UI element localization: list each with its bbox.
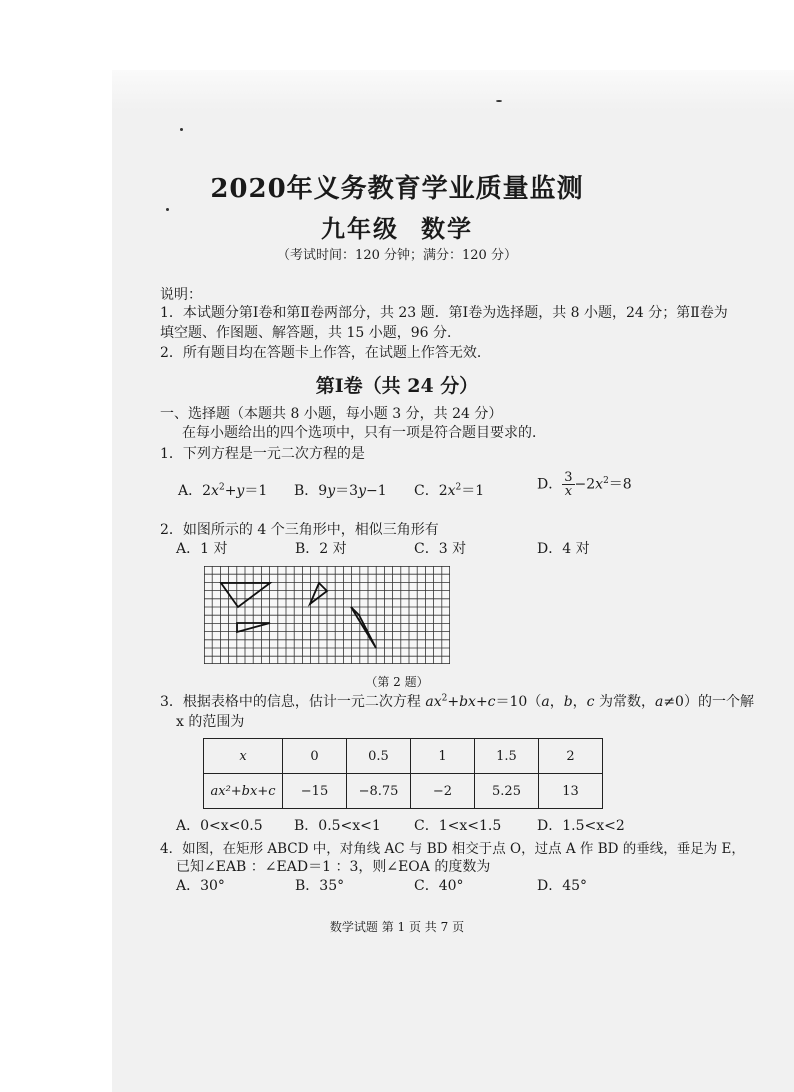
instructions-heading: 说明： xyxy=(160,287,202,303)
q4-option-b: B．35° xyxy=(295,878,345,894)
q4-option-d: D．45° xyxy=(537,878,588,894)
table-y-header: ax²+bx+c xyxy=(204,774,283,809)
section-title: 第Ⅰ卷（共 24 分） xyxy=(315,375,479,397)
grade-subject xyxy=(0,209,794,244)
q1-d-denominator: x xyxy=(564,484,573,499)
q1-option-d: D． $\frac{3}{x}$ $-2x^2=8$ xyxy=(537,470,632,499)
q1-option-b: B．9y＝3y−1 xyxy=(294,483,387,499)
q1-d-label: D． xyxy=(537,476,563,493)
q3-option-d: D．1.5<x<2 xyxy=(537,818,625,834)
table-cell: 1 xyxy=(411,739,475,774)
page-footer: 数学试题 第 1 页 共 7 页 xyxy=(329,920,465,934)
table-cell: 0 xyxy=(283,739,347,774)
q1-a-label: A． xyxy=(178,483,203,499)
q2-option-c: C．3 对 xyxy=(414,541,467,557)
q4-option-c: C．40° xyxy=(414,878,464,894)
q1-c-label: C． xyxy=(414,483,439,499)
subject-label: 数学 xyxy=(421,214,473,243)
table-cell: 13 xyxy=(539,774,603,809)
q1-d-fraction xyxy=(562,471,574,498)
table-cell: 2 xyxy=(539,739,603,774)
q3-option-a: A．0<x<0.5 xyxy=(176,818,263,834)
q2-grid-figure xyxy=(204,566,450,668)
instruction-line-1: 1．本试题分第Ⅰ卷和第Ⅱ卷两部分，共 23 题．第Ⅰ卷为选择题，共 8 小题，24 分；第Ⅱ卷为 xyxy=(160,305,728,321)
table-cell: 0.5 xyxy=(347,739,411,774)
q3-stem-line2: x 的范围为 xyxy=(176,714,245,730)
table-row xyxy=(204,774,603,809)
q1-b-label: B． xyxy=(294,483,319,499)
q1-d-numerator: 3 xyxy=(564,470,573,485)
table-cell: −15 xyxy=(283,774,347,809)
table-cell: −8.75 xyxy=(347,774,411,809)
q2-option-b: B．2 对 xyxy=(295,541,347,557)
q3-stem-line1: 3．根据表格中的信息，估计一元二次方程 $ax^2+bx+c=10(a$，b，c 为常数，a≠0）的一个解 xyxy=(160,693,754,710)
table-row xyxy=(204,739,603,774)
q2-option-d: D．4 对 xyxy=(537,541,590,557)
part-title: 一、选择题（本题共 8 小题，每小题 3 分，共 24 分） xyxy=(160,406,503,422)
grade-label: 九年级 xyxy=(321,214,399,243)
q1-stem: 1．下列方程是一元二次方程的是 xyxy=(160,446,365,462)
q2-stem: 2．如图所示的 4 个三角形中，相似三角形有 xyxy=(160,522,439,538)
speck xyxy=(496,100,502,102)
exam-title: 2020年义务教育学业质量监测 xyxy=(210,174,584,204)
instruction-line-1b: 填空题、作图题、解答题，共 15 小题，96 分． xyxy=(160,325,461,341)
table-cell: 5.25 xyxy=(475,774,539,809)
q3-value-table xyxy=(203,738,603,809)
table-cell: 1.5 xyxy=(475,739,539,774)
part-description: 在每小题给出的四个选项中，只有一项是符合题目要求的． xyxy=(182,425,546,441)
scan-edge xyxy=(112,70,794,110)
table-x-header: x xyxy=(204,739,283,774)
q4-stem-line2: 已知∠EAB ：∠EAD＝1 ：3，则∠EOA 的度数为 xyxy=(176,859,491,875)
speck xyxy=(180,128,183,131)
q2-caption: （第 2 题） xyxy=(365,675,429,689)
q3-option-b: B．0.5<x<1 xyxy=(294,818,381,834)
instruction-line-2: 2．所有题目均在答题卡上作答，在试题上作答无效． xyxy=(160,345,491,361)
q3-stem-a: 3．根据表格中的信息，估计一元二次方程 xyxy=(160,694,421,710)
q1-option-a: A．$2x^2+y=1$ xyxy=(178,482,268,499)
q2-option-a: A．1 对 xyxy=(176,541,228,557)
triangle-grid xyxy=(204,566,450,664)
q1-option-c: C．$2x^2=1$ xyxy=(414,482,485,499)
q3-option-c: C．1<x<1.5 xyxy=(414,818,502,834)
table-cell: −2 xyxy=(411,774,475,809)
q4-option-a: A．30° xyxy=(176,878,225,894)
exam-info: （考试时间：120 分钟；满分：120 分） xyxy=(277,248,517,263)
q4-stem-line1: 4．如图，在矩形 ABCD 中，对角线 AC 与 BD 相交于点 O，过点 A 作 BD 的垂线，垂足为 E， xyxy=(160,841,745,857)
